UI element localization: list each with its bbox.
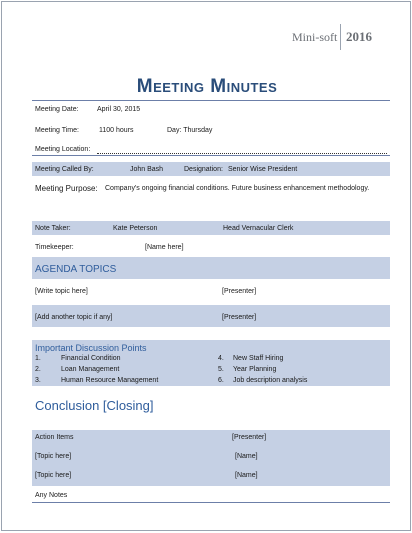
location-rule [32, 155, 390, 156]
purpose-value: Company's ongoing financial conditions. Future business enhancement methodology. [105, 185, 370, 192]
brand-year: 2016 [346, 29, 372, 44]
purpose-label: Meeting Purpose: [35, 184, 98, 193]
called-by-value: John Bash [130, 166, 164, 173]
timekeeper-value: [Name here] [145, 244, 184, 251]
note-taker-value: Kate Peterson [113, 225, 158, 232]
agenda-topic-1: [Write topic here] [35, 288, 88, 295]
meeting-time-label: Meeting Time: [35, 127, 79, 134]
notes-rule [32, 502, 390, 503]
meeting-date-label: Meeting Date: [35, 106, 79, 113]
meeting-date-value: April 30, 2015 [97, 106, 141, 113]
timekeeper-label: Timekeeper: [35, 244, 74, 251]
discussion-num-2: 2. [35, 366, 41, 373]
conclusion-topic-2: [Topic here] [35, 472, 72, 479]
any-notes-label: Any Notes [35, 492, 68, 499]
designation-label: Designation: [184, 166, 223, 173]
note-taker-band [32, 221, 390, 235]
discussion-heading: Important Discussion Points [35, 343, 147, 353]
discussion-item-2: Loan Management [61, 366, 120, 373]
agenda-topic-2: [Add another topic if any] [35, 314, 113, 321]
designation-value: Senior Wise President [228, 166, 298, 173]
discussion-num-4: 4. [218, 355, 224, 362]
note-taker-role: Head Vernacular Clerk [223, 225, 294, 232]
conclusion-band [32, 430, 390, 486]
discussion-item-6: Job description analysis [233, 377, 308, 384]
discussion-item-1: Financial Condition [61, 355, 121, 362]
discussion-num-3: 3. [35, 377, 41, 384]
action-items-presenter: [Presenter] [232, 434, 267, 441]
title-rule [32, 100, 390, 101]
document-page [1, 1, 411, 531]
meeting-day: Day: Thursday [167, 127, 213, 134]
conclusion-name-2: [Name] [235, 472, 258, 479]
meeting-time-value: 1100 hours [99, 127, 134, 134]
conclusion-heading: Conclusion [Closing] [35, 398, 154, 413]
discussion-item-5: Year Planning [233, 366, 277, 373]
discussion-item-3: Human Resource Management [61, 377, 159, 384]
discussion-num-1: 1. [35, 355, 41, 362]
brand-name: Mini-soft [292, 30, 338, 44]
discussion-num-6: 6. [218, 377, 224, 384]
meeting-location-label: Meeting Location: [35, 146, 91, 153]
location-fill-line [97, 153, 387, 154]
conclusion-name-1: [Name] [235, 453, 258, 460]
brand-divider [340, 24, 341, 50]
action-items-label: Action Items [35, 434, 74, 441]
document-title: Meeting Minutes [136, 76, 278, 97]
called-by-label: Meeting Called By: [35, 166, 94, 173]
agenda-presenter-2: [Presenter] [222, 314, 257, 321]
discussion-item-4: New Staff Hiring [233, 355, 284, 362]
agenda-heading: AGENDA TOPICS [35, 264, 117, 275]
conclusion-topic-1: [Topic here] [35, 453, 72, 460]
discussion-num-5: 5. [218, 366, 224, 373]
note-taker-label: Note Taker: [35, 225, 71, 232]
agenda-presenter-1: [Presenter] [222, 288, 257, 295]
